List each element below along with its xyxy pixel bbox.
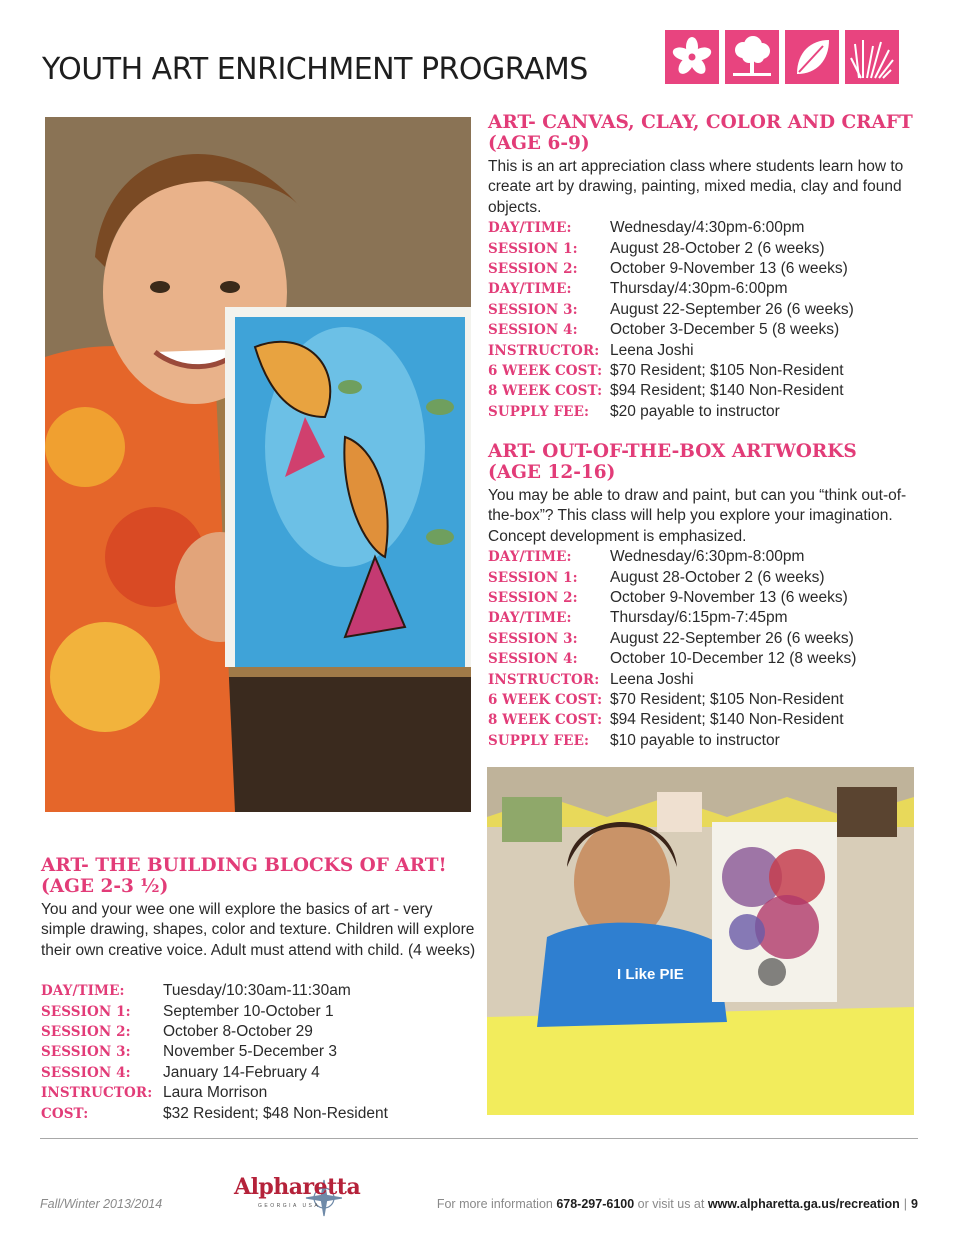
detail-row bbox=[488, 710, 920, 730]
detail-value: September 10-October 1 bbox=[163, 1002, 334, 1020]
photo-boy-with-painting bbox=[45, 117, 471, 812]
detail-value: Thursday/6:15pm-7:45pm bbox=[610, 609, 788, 627]
footer-separator: | bbox=[903, 1197, 908, 1211]
detail-label: 6 WEEK COST: bbox=[488, 692, 603, 709]
detail-row bbox=[488, 402, 920, 422]
program-title-line1: ART- THE BUILDING BLOCKS OF ART! bbox=[41, 855, 447, 876]
detail-label: 6 WEEK COST: bbox=[488, 363, 603, 380]
detail-label: SESSION 3: bbox=[41, 1044, 131, 1061]
detail-row bbox=[41, 1042, 477, 1062]
detail-row bbox=[488, 279, 920, 299]
footer-phone[interactable]: 678-297-6100 bbox=[556, 1197, 635, 1211]
program-title bbox=[488, 112, 920, 154]
detail-row bbox=[488, 731, 920, 751]
detail-row bbox=[488, 218, 920, 238]
detail-label: COST: bbox=[41, 1105, 89, 1122]
program-title-line1: ART- OUT-OF-THE-BOX ARTWORKS bbox=[488, 441, 857, 462]
detail-value: October 3-December 5 (8 weeks) bbox=[610, 321, 840, 339]
detail-row bbox=[488, 239, 920, 259]
detail-label: SESSION 2: bbox=[41, 1024, 131, 1041]
detail-row bbox=[488, 381, 920, 401]
detail-label: SESSION 2: bbox=[488, 590, 578, 607]
footer-contact bbox=[437, 1197, 918, 1211]
detail-row bbox=[488, 320, 920, 340]
detail-row bbox=[41, 1022, 477, 1042]
detail-row bbox=[41, 1002, 477, 1022]
detail-label: SESSION 1: bbox=[488, 569, 578, 586]
footer-url-link[interactable]: www.alpharetta.ga.us/recreation bbox=[707, 1197, 900, 1211]
tree-icon bbox=[725, 30, 779, 84]
detail-value: Leena Joshi bbox=[610, 670, 694, 688]
detail-label: SUPPLY FEE: bbox=[488, 403, 590, 420]
detail-row bbox=[488, 690, 920, 710]
detail-value: Leena Joshi bbox=[610, 341, 694, 359]
detail-value: October 10-December 12 (8 weeks) bbox=[610, 650, 857, 668]
detail-row bbox=[488, 361, 920, 381]
detail-row bbox=[488, 670, 920, 690]
detail-value: October 9-November 13 (6 weeks) bbox=[610, 589, 848, 607]
photo-girl-with-painting bbox=[487, 767, 914, 1115]
grass-icon bbox=[845, 30, 899, 84]
detail-row bbox=[488, 300, 920, 320]
detail-row bbox=[41, 1083, 477, 1103]
program-details bbox=[488, 218, 920, 422]
detail-label: SESSION 2: bbox=[488, 261, 578, 278]
program-title-line2: (AGE 6-9) bbox=[488, 133, 590, 154]
detail-value: Laura Morrison bbox=[163, 1084, 268, 1102]
detail-row bbox=[488, 341, 920, 361]
detail-row bbox=[488, 547, 920, 567]
detail-label: DAY/TIME: bbox=[488, 281, 572, 298]
page-number: 9 bbox=[911, 1197, 918, 1211]
detail-row bbox=[488, 259, 920, 279]
detail-row bbox=[488, 568, 920, 588]
detail-label: SESSION 4: bbox=[41, 1064, 131, 1081]
detail-label: DAY/TIME: bbox=[488, 610, 572, 627]
footer-season: Fall/Winter 2013/2014 bbox=[40, 1197, 163, 1211]
detail-value: November 5-December 3 bbox=[163, 1043, 338, 1061]
detail-label: 8 WEEK COST: bbox=[488, 712, 603, 729]
detail-value: October 8-October 29 bbox=[163, 1023, 313, 1041]
flower-icon bbox=[665, 30, 719, 84]
detail-label: SESSION 1: bbox=[488, 240, 578, 257]
detail-value: $32 Resident; $48 Non-Resident bbox=[163, 1104, 388, 1122]
program-canvas-clay-color-craft bbox=[488, 112, 920, 422]
detail-row bbox=[41, 981, 477, 1001]
detail-row bbox=[41, 1063, 477, 1083]
header-icon-row bbox=[665, 30, 899, 84]
detail-label: DAY/TIME: bbox=[488, 549, 572, 566]
detail-label: INSTRUCTOR: bbox=[488, 671, 600, 688]
detail-row bbox=[41, 1104, 477, 1124]
detail-value: Thursday/4:30pm-6:00pm bbox=[610, 280, 788, 298]
footer-divider bbox=[40, 1138, 918, 1139]
program-title bbox=[41, 855, 477, 897]
detail-value: Wednesday/4:30pm-6:00pm bbox=[610, 219, 805, 237]
program-title-line1: ART- CANVAS, CLAY, COLOR AND CRAFT bbox=[488, 112, 913, 133]
program-description: You may be able to draw and paint, but can you “think out-of-the-box”? This class will help you explore your imagination. Concept development is emphasized. bbox=[488, 487, 907, 545]
detail-row bbox=[488, 588, 920, 608]
detail-value: $70 Resident; $105 Non-Resident bbox=[610, 362, 844, 380]
detail-row bbox=[488, 629, 920, 649]
detail-value: January 14-February 4 bbox=[163, 1063, 320, 1081]
detail-value: August 28-October 2 (6 weeks) bbox=[610, 239, 825, 257]
footer-info-mid: or visit us at bbox=[634, 1197, 708, 1211]
leaf-icon bbox=[785, 30, 839, 84]
detail-value: Tuesday/10:30am-11:30am bbox=[163, 982, 351, 1000]
detail-label: SESSION 4: bbox=[488, 322, 578, 339]
program-title-line2: (AGE 12-16) bbox=[488, 462, 616, 483]
program-details bbox=[488, 547, 920, 751]
detail-label: SUPPLY FEE: bbox=[488, 732, 590, 749]
detail-label: INSTRUCTOR: bbox=[41, 1085, 153, 1102]
shirt-text: I Like PIE bbox=[617, 966, 684, 983]
detail-value: $10 payable to instructor bbox=[610, 731, 780, 749]
program-out-of-the-box bbox=[488, 441, 920, 751]
detail-label: SESSION 4: bbox=[488, 651, 578, 668]
page-title: YOUTH ART ENRICHMENT PROGRAMS bbox=[42, 52, 588, 87]
detail-label: 8 WEEK COST: bbox=[488, 383, 603, 400]
program-details bbox=[41, 981, 477, 1124]
detail-row bbox=[488, 649, 920, 669]
detail-value: August 22-September 26 (6 weeks) bbox=[610, 629, 854, 647]
detail-label: DAY/TIME: bbox=[488, 220, 572, 237]
program-description: You and your wee one will explore the basics of art - very simple drawing, shapes, color and texture. Children will explore their own creative voice. Adult must attend with child. (4 weeks) bbox=[41, 901, 476, 959]
program-title bbox=[488, 441, 920, 483]
detail-row bbox=[488, 608, 920, 628]
alpharetta-logo-sub: GEORGIA USA bbox=[258, 1203, 321, 1209]
detail-value: $94 Resident; $140 Non-Resident bbox=[610, 382, 844, 400]
detail-label: INSTRUCTOR: bbox=[488, 342, 600, 359]
detail-label: SESSION 3: bbox=[488, 630, 578, 647]
detail-value: Wednesday/6:30pm-8:00pm bbox=[610, 548, 805, 566]
detail-value: $70 Resident; $105 Non-Resident bbox=[610, 691, 844, 709]
detail-label: DAY/TIME: bbox=[41, 983, 125, 1000]
detail-value: October 9-November 13 (6 weeks) bbox=[610, 260, 848, 278]
program-building-blocks bbox=[41, 855, 477, 1124]
detail-value: August 28-October 2 (6 weeks) bbox=[610, 568, 825, 586]
detail-value: $94 Resident; $140 Non-Resident bbox=[610, 711, 844, 729]
footer-info-prefix: For more information bbox=[436, 1197, 557, 1211]
detail-label: SESSION 1: bbox=[41, 1003, 131, 1020]
program-description: This is an art appreciation class where students learn how to create art by drawing, painting, mixed media, clay and found objects. bbox=[488, 158, 904, 216]
alpharetta-logo: Alpharetta bbox=[234, 1174, 361, 1200]
detail-value: August 22-September 26 (6 weeks) bbox=[610, 300, 854, 318]
detail-value: $20 payable to instructor bbox=[610, 402, 780, 420]
program-title-line2: (AGE 2-3 ½) bbox=[41, 876, 169, 897]
detail-label: SESSION 3: bbox=[488, 301, 578, 318]
